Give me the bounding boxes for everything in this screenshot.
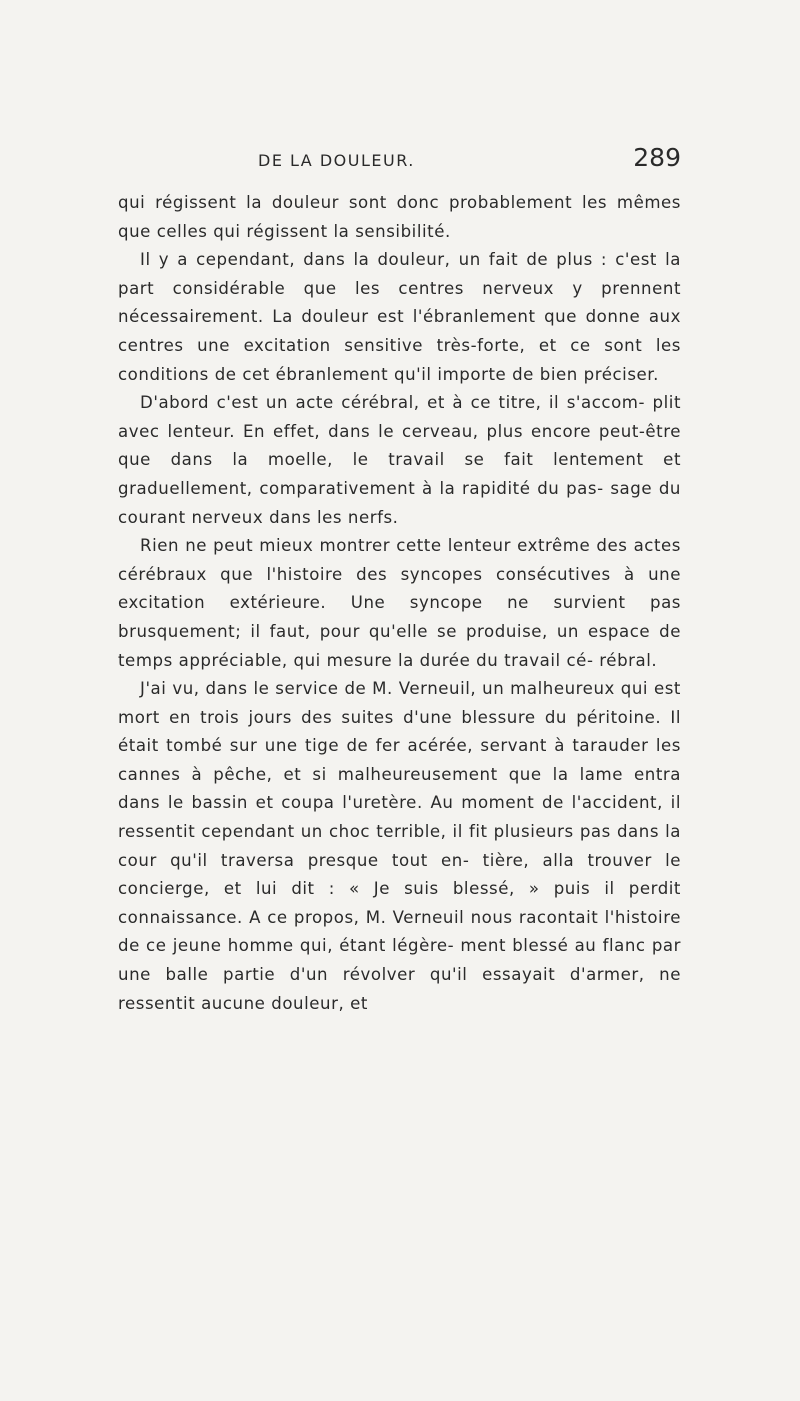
paragraph: D'abord c'est un acte cérébral, et à ce titre, il s'accom- plit avec lenteur. En effet, dans le cerveau, plus encore peut-être que dans la moelle, le travail se fait lentement et graduellement, comparativement à la rapidité du pas- sage du courant nerveux dans les nerfs.	[118, 393, 681, 527]
paragraph: J'ai vu, dans le service de M. Verneuil, un malheureux qui est mort en trois jours des suites d'une blessure du péritoine. Il était tombé sur une tige de fer acérée, servant à tarauder les cannes à pêche, et si malheureusement que la lame entra dans le bassin et coupa l'uretère. Au moment de l'accident, il ressentit cependant un choc terrible, il fit plusieurs pas dans la cour qu'il traversa presque tout en- tière, alla trouver le concierge, et lui dit : « Je suis blessé, » puis il perdit connaissance. A ce propos, M. Verneuil nous racontait l'histoire de ce jeune homme qui, étant légère- ment blessé au flanc par une balle partie d'un révolver qu'il essayait d'armer, ne ressentit aucune douleur, et	[118, 679, 681, 1013]
page-number: 289	[633, 143, 681, 172]
paragraph: Rien ne peut mieux montrer cette lenteur extrême des actes cérébraux que l'histoire des syncopes consécutives à une excitation extérieure. Une syncope ne survient pas brusquement; il faut, pour qu'elle se produise, un espace de temps appréciable, qui mesure la durée du travail cé- rébral.	[118, 536, 681, 670]
running-head	[118, 143, 681, 179]
body-text	[118, 189, 681, 1018]
running-title: DE LA DOULEUR.	[258, 151, 415, 170]
paragraph: qui régissent la douleur sont donc probablement les mêmes que celles qui régissent la sensibilité.	[118, 193, 681, 241]
paragraph: Il y a cependant, dans la douleur, un fait de plus : c'est la part considérable que les centres nerveux y prennent nécessairement. La douleur est l'ébranlement que donne aux centres une excitation sensitive très-forte, et ce sont les conditions de cet ébranlement qu'il importe de bien préciser.	[118, 250, 681, 384]
